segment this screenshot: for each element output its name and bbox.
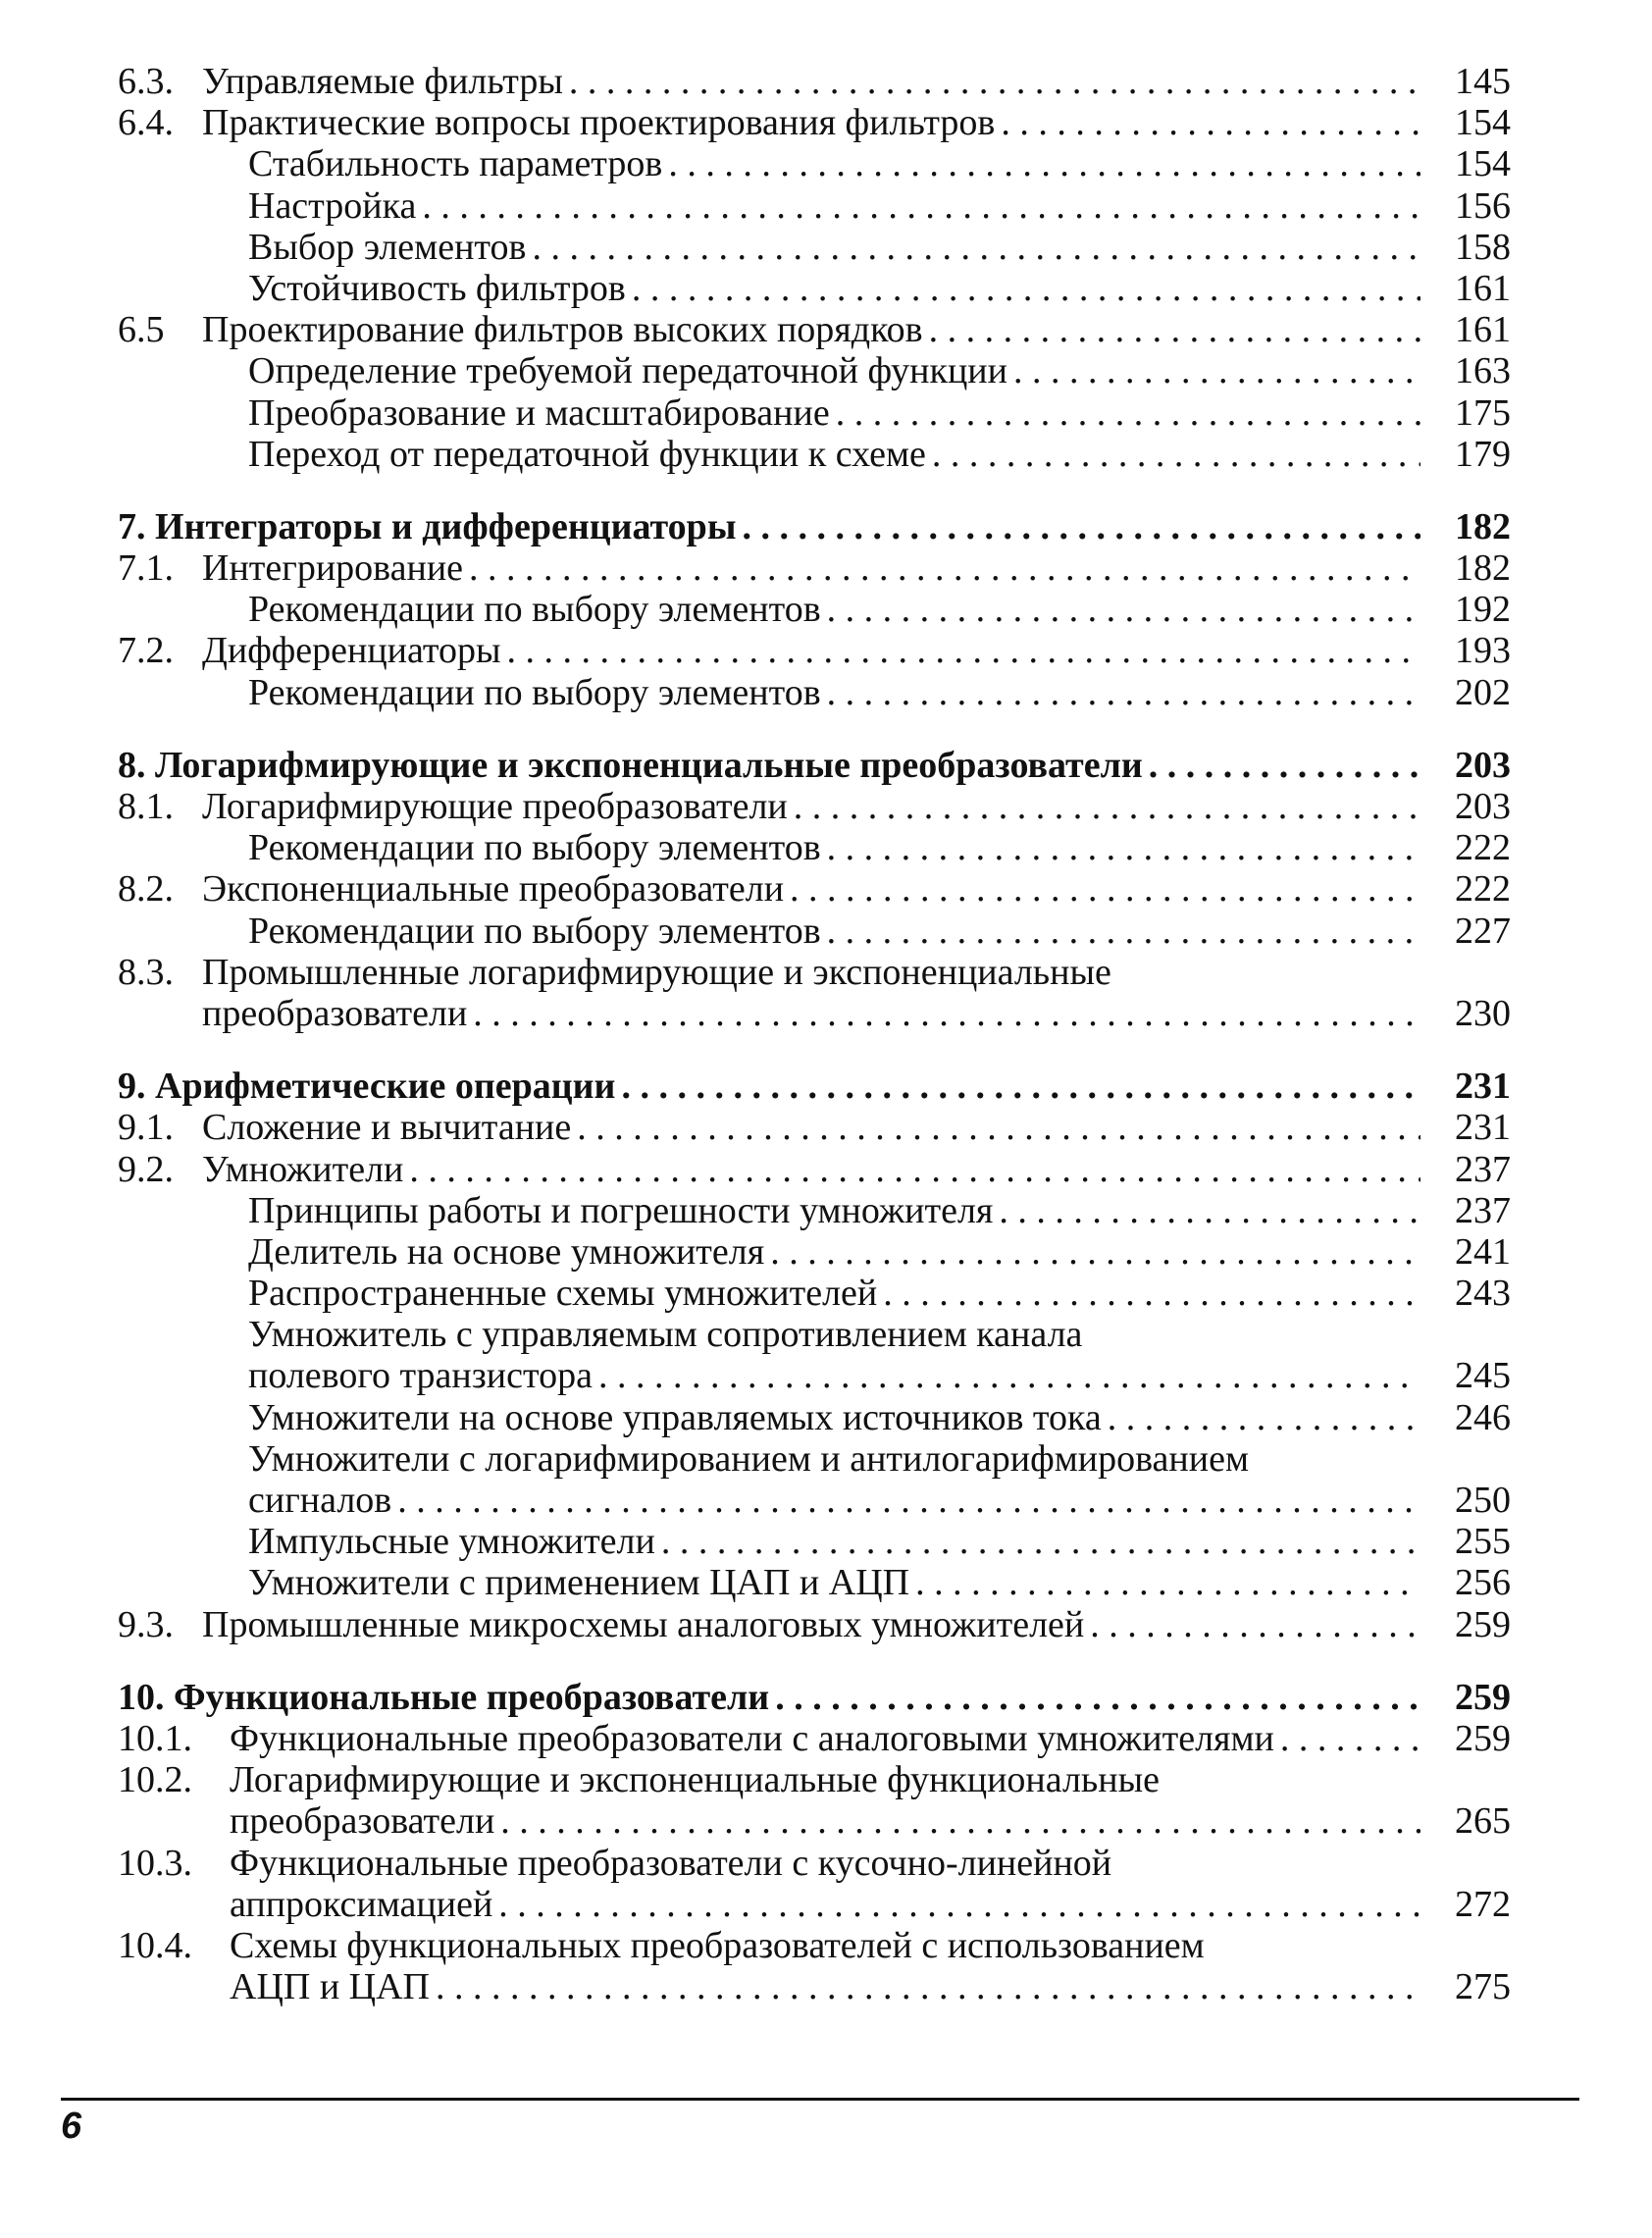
- toc-entry-page: 161: [1455, 309, 1511, 351]
- toc-entry-number: 8.: [118, 744, 146, 786]
- toc-entry[interactable]: [118, 392, 1511, 434]
- toc-entry-title: Экспоненциальные преобразователи: [202, 868, 790, 910]
- toc-entry[interactable]: [118, 1149, 1511, 1190]
- toc-entry-page: 161: [1455, 267, 1511, 309]
- dot-leader: [621, 1066, 1420, 1107]
- toc-entry-title: Умножители на основе управляемых источников тока: [248, 1397, 1108, 1438]
- toc-entry-title: Устойчивость фильтров: [248, 268, 632, 309]
- toc-entry-page: 259: [1455, 1676, 1511, 1718]
- toc-entry[interactable]: [118, 1800, 1511, 1842]
- dot-leader: [498, 1884, 1420, 1925]
- toc-chapter-title: Интеграторы и дифференциаторы: [155, 505, 737, 547]
- toc-entry-title: Умножители с логарифмированием и антилогарифмированием: [248, 1438, 1255, 1480]
- dot-leader: [932, 434, 1420, 475]
- dot-leader: [827, 827, 1420, 868]
- toc-entry-title: Умножители с применением ЦАП и АЦП: [248, 1562, 915, 1603]
- toc-entry[interactable]: [118, 1480, 1511, 1521]
- toc-entry[interactable]: [118, 1677, 1511, 1718]
- toc-entry[interactable]: [118, 309, 1511, 350]
- toc-entry[interactable]: [118, 1066, 1511, 1107]
- toc-entry-title: Рекомендации по выбору элементов: [248, 827, 827, 868]
- toc-entry-title: Выбор элементов: [248, 227, 532, 268]
- dot-leader: [999, 1190, 1420, 1231]
- toc-entry-number: 7.2.: [118, 630, 174, 672]
- toc-entry[interactable]: [118, 1604, 1511, 1645]
- toc-entry-number: 6.3.: [118, 61, 174, 102]
- toc-entry-number: 9.2.: [118, 1148, 174, 1190]
- toc-entry-page: 145: [1455, 61, 1511, 102]
- dot-leader: [473, 993, 1420, 1034]
- toc-entry-page: 231: [1455, 1107, 1511, 1149]
- toc-entry-page: 202: [1455, 671, 1511, 713]
- dot-leader: [661, 1521, 1420, 1562]
- toc-entry-page: 193: [1455, 630, 1511, 672]
- dot-leader: [577, 1107, 1420, 1148]
- toc-entry-number: 6.5: [118, 309, 165, 351]
- toc-entry[interactable]: [118, 102, 1511, 143]
- dot-leader: [1149, 745, 1420, 786]
- toc-entry-title: Промышленные микросхемы аналоговых умножителей: [202, 1604, 1090, 1645]
- dot-leader: [598, 1355, 1420, 1396]
- toc-entry-title: Рекомендации по выбору элементов: [248, 672, 827, 713]
- toc-entry-title: Импульсные умножители: [248, 1521, 661, 1562]
- dot-leader: [1013, 350, 1420, 391]
- toc-entry-page: 256: [1455, 1562, 1511, 1604]
- toc-entry-title: Практические вопросы проектирования фильтров: [202, 102, 1001, 143]
- toc-entry-title: Промышленные логарифмирующие и экспоненциальные: [202, 952, 1117, 993]
- toc-entry[interactable]: [118, 952, 1511, 993]
- toc-entry-page: 231: [1455, 1066, 1511, 1108]
- toc-entry-page: 275: [1455, 1966, 1511, 2008]
- dot-leader: [507, 630, 1420, 671]
- toc-entry-number: 10.: [118, 1676, 165, 1718]
- dot-leader: [569, 61, 1420, 102]
- toc-entry-page: 241: [1455, 1230, 1511, 1273]
- toc-entry-page: 243: [1455, 1273, 1511, 1315]
- toc-entry-page: 227: [1455, 910, 1511, 952]
- toc-entry-page: 246: [1455, 1396, 1511, 1438]
- toc-entry-title: [118, 1677, 775, 1718]
- dot-leader: [929, 309, 1420, 350]
- toc-entry[interactable]: [118, 1966, 1511, 2007]
- toc-entry-title: Делитель на основе умножителя: [248, 1231, 770, 1273]
- toc-entry-title: Логарифмирующие преобразователи: [202, 786, 794, 827]
- dot-leader: [883, 1273, 1420, 1314]
- toc-entry[interactable]: [118, 547, 1511, 589]
- toc-entry[interactable]: [118, 868, 1511, 910]
- toc-entry[interactable]: [118, 911, 1511, 952]
- page-number: 6: [61, 2106, 82, 2147]
- toc-entry-title: [118, 745, 1149, 786]
- toc-entry-page: 245: [1455, 1355, 1511, 1397]
- toc-entry-title: Управляемые фильтры: [202, 61, 569, 102]
- toc-entry[interactable]: [118, 1884, 1511, 1925]
- toc-entry-number: 10.4.: [118, 1924, 192, 1966]
- toc-entry-title: Рекомендации по выбору элементов: [248, 589, 827, 630]
- toc-entry-page: 163: [1455, 350, 1511, 392]
- toc-entry-title: Схемы функциональных преобразователей с использованием: [230, 1925, 1211, 1966]
- toc-entry-page: 222: [1455, 868, 1511, 911]
- toc-entry-page: 182: [1455, 505, 1511, 547]
- toc-entry-page: 179: [1455, 433, 1511, 475]
- toc-entry-page: 230: [1455, 992, 1511, 1034]
- toc-entry[interactable]: [118, 1562, 1511, 1603]
- toc-entry-title: преобразователи: [230, 1800, 500, 1842]
- toc-entry-page: 192: [1455, 589, 1511, 631]
- toc-entry-number: 6.4.: [118, 102, 174, 144]
- toc-entry[interactable]: [118, 227, 1511, 268]
- toc-entry-number: 9.: [118, 1066, 146, 1108]
- dot-leader: [409, 1149, 1420, 1190]
- toc-entry-number: 7.1.: [118, 547, 174, 590]
- toc-entry-page: 222: [1455, 827, 1511, 869]
- toc-entry-title: Функциональные преобразователи с кусочно-линейной: [230, 1843, 1117, 1884]
- dot-leader: [743, 506, 1421, 547]
- toc-entry-number: 7.: [118, 505, 146, 547]
- toc-entry-title: Умножитель с управляемым сопротивлением канала: [248, 1314, 1088, 1355]
- toc-entry-title: Преобразование и масштабирование: [248, 392, 836, 434]
- toc-entry-title: АЦП и ЦАП: [230, 1966, 436, 2007]
- toc-entry[interactable]: [118, 506, 1511, 547]
- toc-entry-page: 250: [1455, 1480, 1511, 1521]
- dot-leader: [790, 868, 1420, 910]
- toc-entry[interactable]: [118, 589, 1511, 630]
- toc-entry[interactable]: [118, 268, 1511, 309]
- toc-entry[interactable]: [118, 185, 1511, 227]
- toc-entry-page: 154: [1455, 102, 1511, 144]
- toc-entry-title: Определение требуемой передаточной функции: [248, 350, 1013, 391]
- toc-entry-title: сигналов: [248, 1480, 397, 1521]
- toc-entry[interactable]: [118, 1355, 1511, 1396]
- dot-leader: [1280, 1718, 1420, 1759]
- dot-leader: [668, 143, 1420, 184]
- toc-entry-number: 10.2.: [118, 1759, 192, 1801]
- toc-entry[interactable]: [118, 672, 1511, 713]
- dot-leader: [469, 547, 1420, 589]
- toc-entry-title: Функциональные преобразователи с аналоговыми умножителями: [230, 1718, 1280, 1759]
- dot-leader: [632, 268, 1420, 309]
- toc-entry[interactable]: [118, 1438, 1511, 1480]
- toc-chapter-title: Арифметические операции: [155, 1066, 616, 1108]
- toc-entry-title: Стабильность параметров: [248, 143, 668, 184]
- toc-entry-title: Сложение и вычитание: [202, 1107, 577, 1148]
- toc-entry[interactable]: [118, 1925, 1511, 1966]
- toc-entry[interactable]: [118, 745, 1511, 786]
- toc-entry[interactable]: [118, 61, 1511, 102]
- toc-entry-title: Проектирование фильтров высоких порядков: [202, 309, 929, 350]
- dot-leader: [500, 1800, 1420, 1842]
- toc-entry-page: 259: [1455, 1603, 1511, 1645]
- toc-entry[interactable]: [118, 350, 1511, 391]
- dot-leader: [1090, 1604, 1420, 1645]
- toc-entry[interactable]: [118, 1273, 1511, 1314]
- toc-entry[interactable]: [118, 1190, 1511, 1231]
- toc-entry-page: 156: [1455, 184, 1511, 227]
- toc-entry-number: 9.1.: [118, 1107, 174, 1149]
- dot-leader: [827, 672, 1420, 713]
- toc-entry-page: 154: [1455, 143, 1511, 185]
- toc-entry-title: Распространенные схемы умножителей: [248, 1273, 883, 1314]
- dot-leader: [836, 392, 1420, 434]
- toc-entry-number: 8.3.: [118, 951, 174, 993]
- toc-chapter-title: Логарифмирующие и экспоненциальные преобразователи: [155, 744, 1143, 786]
- dot-leader: [397, 1480, 1420, 1521]
- dot-leader: [775, 1677, 1420, 1718]
- dot-leader: [827, 589, 1420, 630]
- toc-entry-number: 8.2.: [118, 868, 174, 911]
- dot-leader: [794, 786, 1420, 827]
- toc-entry[interactable]: [118, 1397, 1511, 1438]
- footer-rule: [61, 2098, 1579, 2101]
- toc-entry[interactable]: [118, 143, 1511, 184]
- toc-entry-title: Настройка: [248, 185, 422, 227]
- toc-entry[interactable]: [118, 1843, 1511, 1884]
- toc-entry-page: 203: [1455, 744, 1511, 786]
- toc-entry[interactable]: [118, 434, 1511, 475]
- toc-entry[interactable]: [118, 1759, 1511, 1800]
- toc-entry-page: 259: [1455, 1717, 1511, 1759]
- toc-entry-title: Дифференциаторы: [202, 630, 507, 671]
- dot-leader: [1001, 102, 1420, 143]
- toc-entry-page: 237: [1455, 1189, 1511, 1231]
- toc-entry-number: 9.3.: [118, 1603, 174, 1645]
- toc-entry-title: Логарифмирующие и экспоненциальные функциональные: [230, 1759, 1165, 1800]
- toc-entry-page: 203: [1455, 786, 1511, 827]
- toc-entry-title: Умножители: [202, 1149, 409, 1190]
- toc-entry-title: полевого транзистора: [248, 1355, 598, 1396]
- toc-entry-title: Рекомендации по выбору элементов: [248, 911, 827, 952]
- dot-leader: [422, 185, 1420, 227]
- toc-entry[interactable]: [118, 993, 1511, 1034]
- toc-entry-page: 158: [1455, 226, 1511, 268]
- dot-leader: [770, 1231, 1420, 1273]
- dot-leader: [827, 911, 1420, 952]
- toc-entry[interactable]: [118, 786, 1511, 827]
- toc-entry-title: аппроксимацией: [230, 1884, 498, 1925]
- toc-entry[interactable]: [118, 1718, 1511, 1759]
- toc-entry[interactable]: [118, 827, 1511, 868]
- toc-entry-number: 10.3.: [118, 1842, 192, 1884]
- toc-chapter-title: Функциональные преобразователи: [174, 1676, 770, 1718]
- toc-entry-page: 255: [1455, 1521, 1511, 1563]
- toc-entry-page: 182: [1455, 547, 1511, 590]
- toc-entry[interactable]: [118, 1107, 1511, 1148]
- toc-entry[interactable]: [118, 1314, 1511, 1355]
- toc-entry-title: Интегрирование: [202, 547, 469, 589]
- toc-entry-page: 237: [1455, 1148, 1511, 1190]
- dot-leader: [915, 1562, 1420, 1603]
- toc-entry-number: 8.1.: [118, 786, 174, 827]
- toc-entry[interactable]: [118, 630, 1511, 671]
- toc-entry-title: [118, 506, 743, 547]
- toc-entry-title: Переход от передаточной функции к схеме: [248, 434, 932, 475]
- toc-entry-number: 10.1.: [118, 1717, 192, 1759]
- toc-entry-page: 272: [1455, 1883, 1511, 1925]
- dot-leader: [436, 1966, 1420, 2007]
- toc-entry-page: 175: [1455, 391, 1511, 434]
- dot-leader: [1108, 1397, 1420, 1438]
- dot-leader: [532, 227, 1420, 268]
- toc-entry-title: преобразователи: [202, 993, 473, 1034]
- toc-entry-title: Принципы работы и погрешности умножителя: [248, 1190, 999, 1231]
- table-of-contents: [118, 61, 1511, 2007]
- toc-entry-page: 265: [1455, 1800, 1511, 1843]
- toc-entry[interactable]: [118, 1231, 1511, 1273]
- toc-entry[interactable]: [118, 1521, 1511, 1562]
- toc-entry-title: [118, 1066, 621, 1107]
